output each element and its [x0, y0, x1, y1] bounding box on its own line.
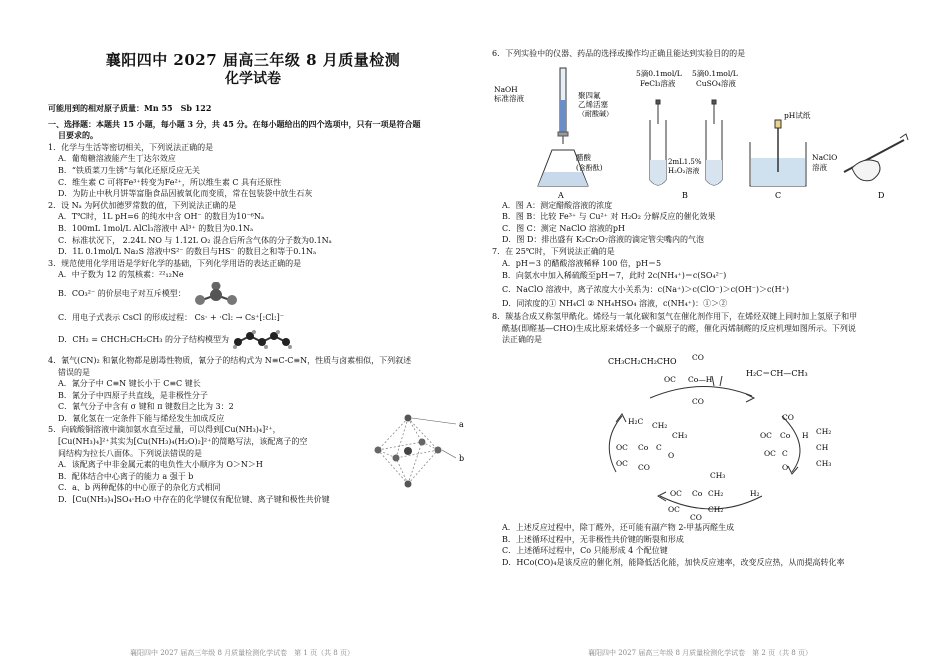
ligand-label-b: b [459, 454, 465, 464]
svg-text:FeCl₃溶液: FeCl₃溶液 [640, 78, 676, 88]
svg-text:NaClO: NaClO [812, 152, 838, 162]
q8-option-c: C．上述循环过程中，Co 只能形成 4 个配位键 [502, 546, 668, 556]
svg-text:标准溶液: 标准溶液 [494, 93, 524, 103]
q5-option-a: A．该配离子中非金属元素的电负性大小顺序为 O＞N＞H [58, 460, 263, 470]
svg-text:Co: Co [638, 442, 649, 452]
svg-text:CH₃: CH₃ [672, 430, 688, 440]
question-2 [48, 200, 458, 258]
q7-stem: 7．在 25℃时，下列说法正确的是 [492, 246, 615, 256]
svg-text:NaOH: NaOH [494, 84, 518, 94]
svg-text:CO: CO [690, 512, 702, 522]
svg-text:C: C [782, 448, 788, 458]
q7-option-a: A．pH＝3 的醋酸溶液稀释 100 倍，pH＝5 [502, 258, 662, 268]
q6-option-c: C．图 C：测定 NaClO 溶液的pH [502, 223, 625, 233]
svg-text:Co: Co [692, 488, 703, 498]
q5-stem-cont: [Cu(NH₃)₄]²⁺其实为[Cu(NH₃)₄(H₂O)₂]²⁺的简略写法，该配离子的空 [58, 437, 308, 447]
svg-text:醋酸: 醋酸 [576, 152, 591, 162]
svg-text:C: C [775, 190, 782, 200]
svg-text:聚四氟: 聚四氟 [578, 90, 601, 100]
q7-option-d: D．同浓度的① NH₄Cl ② NH₄HSO₄ 溶液，c(NH₄⁺)：①＞② [502, 299, 728, 309]
q8-stem-cont2: 法正确的是 [502, 335, 542, 345]
question-8 [492, 311, 910, 568]
octahedral-complex-image [358, 412, 468, 488]
q8-option-d: D．HCo(CO)₄是该反应的催化剂，能降低活化能，加快反应速率，改变反应热，从而提高转化率 [502, 557, 845, 567]
page-2-footer: 襄阳四中 2027 届高三年级 8 月质量检测化学试卷 第 2 页（共 8 页） [588, 649, 812, 657]
svg-text:OC: OC [664, 374, 676, 384]
q2-stem: 2．设 Nₐ 为阿伏加德罗常数的值，下列说法正确的是 [48, 200, 237, 210]
cscl-formation-rhs: Cs⁺[:Cl:]⁻ [244, 312, 284, 322]
svg-text:CO: CO [782, 412, 794, 422]
q5-option-d: D．[Cu(NH₃)₄]SO₄·H₂O 中存在的化学键仅有配位键、离子键和极性共价键 [58, 495, 330, 505]
question-6 [492, 48, 910, 246]
q3-option-d [48, 329, 458, 351]
svg-text:CH₂: CH₂ [652, 420, 668, 430]
svg-text:CH₂: CH₂ [708, 488, 724, 498]
svg-text:OC: OC [760, 430, 772, 440]
svg-text:乙烯活塞: 乙烯活塞 [578, 99, 608, 109]
q4-option-a: A．氰分子中 C≡N 键长小于 C≡C 键长 [58, 379, 201, 389]
svg-text:CO: CO [692, 396, 704, 406]
q6-option-b: B．图 B：比较 Fe³⁺ 与 Cu²⁺ 对 H₂O₂ 分解反应的催化效果 [502, 212, 716, 222]
page-1-footer: 襄阳四中 2027 届高三年级 8 月质量检测化学试卷 第 1 页（共 8 页） [130, 649, 354, 657]
svg-text:CH₂: CH₂ [816, 426, 832, 436]
q7-option-b: B．向氨水中加入稀硫酸至pH＝7，此时 2c(NH₄⁺)＝c(SO₄²⁻) [502, 271, 727, 281]
q1-option-b: B．“铁质菜刀生锈”与氧化还原反应无关 [58, 165, 201, 175]
q5-stem: 5．向硫酸铜溶液中滴加氨水直至过量，可以得到[Cu(NH₃)₄]²⁺， [48, 425, 281, 435]
q6-option-a: A．图 A：测定醋酸溶液的浓度 [502, 200, 613, 210]
q3-stem: 3．规范使用化学用语是学好化学的基础，下列化学用语的表达正确的是 [48, 258, 302, 268]
svg-text:H₂O₂溶液: H₂O₂溶液 [668, 166, 700, 175]
cscl-formation-lhs: Cs· + ·Cl: → [194, 312, 243, 322]
svg-text:O: O [782, 462, 789, 472]
section-header-cont: 目要求的。 [58, 130, 98, 141]
q1-option-a: A．葡萄糖溶液能产生丁达尔效应 [58, 154, 176, 164]
q8-stem-cont: 酰基(即醛基—CHO)生成比原来烯烃多一个碳原子的醛，催化丙烯制醛的反应机理如图所示。下列说 [502, 323, 856, 333]
exam-page-2 [478, 0, 950, 658]
svg-text:(含酚酞): (含酚酞) [576, 163, 603, 172]
q3-option-b-text: B．CO₃²⁻ 的价层电子对互斥模型： [58, 288, 186, 298]
hydroformylation-cycle-diagram [492, 346, 910, 522]
q3-option-b [48, 281, 458, 307]
svg-text:H₂C: H₂C [628, 416, 644, 426]
svg-text:H₂C＝CH—CH₃: H₂C＝CH—CH₃ [746, 368, 808, 378]
svg-text:C: C [656, 442, 662, 452]
question-3 [48, 258, 458, 351]
svg-text:CO: CO [638, 462, 650, 472]
q8-stem: 8．羰基合成又称氢甲酰化。烯烃与一氧化碳和氢气在催化剂作用下，在烯烃双键上同时加上氢原子和甲 [492, 312, 858, 322]
co3-vsepr-model-image [188, 282, 244, 306]
svg-text:D: D [878, 190, 885, 200]
pentene-ball-stick-model-image [232, 330, 294, 350]
svg-text:CH₃: CH₃ [710, 470, 726, 480]
question-5 [48, 420, 465, 505]
q5-option-c: C．a、b 两种配体的中心原子的杂化方式相同 [58, 483, 221, 493]
svg-text:（耐酸碱）: （耐酸碱） [578, 109, 613, 118]
q1-option-d: D．为防止中秋月饼等富脂食品因被氧化而变质，常在包装袋中放生石灰 [58, 189, 313, 199]
ligand-label-a: a [459, 420, 464, 430]
q3-option-c-text: C．用电子式表示 CsCl 的形成过程： [58, 312, 193, 322]
section-header: 一、选择题：本题共 15 小题，每小题 3 分，共 45 分。在每小题给出的四个选项中，只有一项是符合题 [48, 118, 421, 129]
q4-option-b: B．氰分子中四原子共直线，是非极性分子 [58, 390, 208, 400]
svg-text:OC: OC [670, 488, 682, 498]
svg-text:OC: OC [616, 458, 628, 468]
q6-stem: 6．下列实验中的仪器、药品的选择或操作均正确且能达到实验目的的是 [492, 49, 746, 58]
q2-option-c: C．标准状况下， 2.24L NO 与 1.12L O₂ 混合后所含气体的分子数为0.1Nₐ [58, 235, 332, 245]
svg-text:O: O [668, 450, 675, 460]
q3-option-a: A．中子数为 12 的氖核素：²²₁₂Ne [58, 270, 184, 280]
atomic-masses: 可能用到的相对原子质量：Mn 55 Sb 122 [48, 103, 212, 113]
svg-text:H₂: H₂ [750, 488, 760, 498]
svg-text:A: A [558, 190, 564, 200]
q2-option-a: A．T℃时，1L pH=6 的纯水中含 OH⁻ 的数目为10⁻⁶Nₐ [58, 212, 264, 222]
svg-text:溶液: 溶液 [812, 162, 827, 172]
q1-option-c: C．维生素 C 可将Fe³⁺转变为Fe²⁺，所以维生素 C 具有还原性 [58, 177, 282, 187]
figure-d-burette-hand [844, 134, 908, 181]
q2-option-d: D．1L 0.1mol/L Na₂S 溶液中S²⁻ 的数目与HS⁻ 的数目之和等于0.1Nₐ [58, 247, 317, 257]
q4-option-c: C．氰气分子中含有 σ 键和 π 键数目之比为 3：2 [58, 402, 234, 412]
svg-text:CO: CO [692, 352, 704, 362]
q3-option-d-text: D．CH₂ = CHCH₂CH₂CH₃ 的分子结构模型为 [58, 334, 230, 344]
q4-stem-cont: 错误的是 [58, 367, 90, 377]
svg-text:OC: OC [616, 442, 628, 452]
svg-text:5滴0.1mol/L: 5滴0.1mol/L [636, 68, 682, 78]
q2-option-b: B．100mL 1mol/L AlCl₃溶液中 Al³⁺ 的数目为0.1Nₐ [58, 223, 254, 233]
q5-stem-cont2: 间结构为拉长八面体。下列说法错误的是 [58, 448, 202, 458]
svg-text:Co: Co [780, 430, 791, 440]
lab-apparatus-figure [492, 60, 910, 200]
exam-title: 襄阳四中 2027 届高三年级 8 月质量检测 [105, 51, 401, 69]
q4-stem: 4．氰气(CN)₂ 和氰化物都是剧毒性物质，氰分子的结构式为 N≡C-C≡N，性质与卤素相似，下列叙述 [48, 355, 412, 365]
q3-option-c [48, 307, 458, 329]
svg-text:CH₂: CH₂ [708, 504, 724, 514]
svg-text:CH: CH [816, 442, 829, 452]
q8-option-b: B．上述循环过程中，无非极性共价键的断裂和形成 [502, 534, 684, 544]
svg-text:5滴0.1mol/L: 5滴0.1mol/L [692, 68, 738, 78]
svg-text:CH₃CH₂CH₂CHO: CH₃CH₂CH₂CHO [608, 356, 677, 366]
q8-option-a: A．上述反应过程中，除丁醛外，还可能有副产物 2-甲基丙醛生成 [502, 522, 735, 532]
q1-stem: 1．化学与生活等密切相关，下列说法正确的是 [48, 142, 214, 152]
q7-option-c: C．NaClO 溶液中，离子浓度大小关系为：c(Na⁺)＞c(ClO⁻)＞c(OH⁻)＞c(H⁺) [502, 285, 789, 295]
svg-text:pH试纸: pH试纸 [784, 110, 811, 120]
question-7 [492, 246, 910, 311]
svg-text:CH₃: CH₃ [816, 458, 832, 468]
svg-text:OC: OC [668, 504, 680, 514]
q4-option-d: D．氰化氢在一定条件下能与烯烃发生加成反应 [58, 413, 225, 423]
figure-c-beaker [750, 120, 806, 186]
exam-page-1 [0, 0, 470, 658]
svg-text:CuSO₄溶液: CuSO₄溶液 [696, 78, 736, 88]
svg-text:2mL1.5%: 2mL1.5% [668, 157, 702, 166]
svg-text:B: B [682, 190, 688, 200]
svg-text:OC: OC [764, 448, 776, 458]
exam-subtitle: 化学试卷 [225, 71, 281, 87]
svg-text:Co—H: Co—H [688, 374, 713, 384]
q6-option-d: D．图 D：排出盛有 K₂Cr₂O₇溶液的滴定管尖嘴内的气泡 [502, 235, 705, 245]
q5-option-b: B．配体结合中心离子的能力 a 强于 b [58, 471, 194, 481]
question-1 [48, 142, 458, 200]
svg-text:H: H [802, 430, 809, 440]
